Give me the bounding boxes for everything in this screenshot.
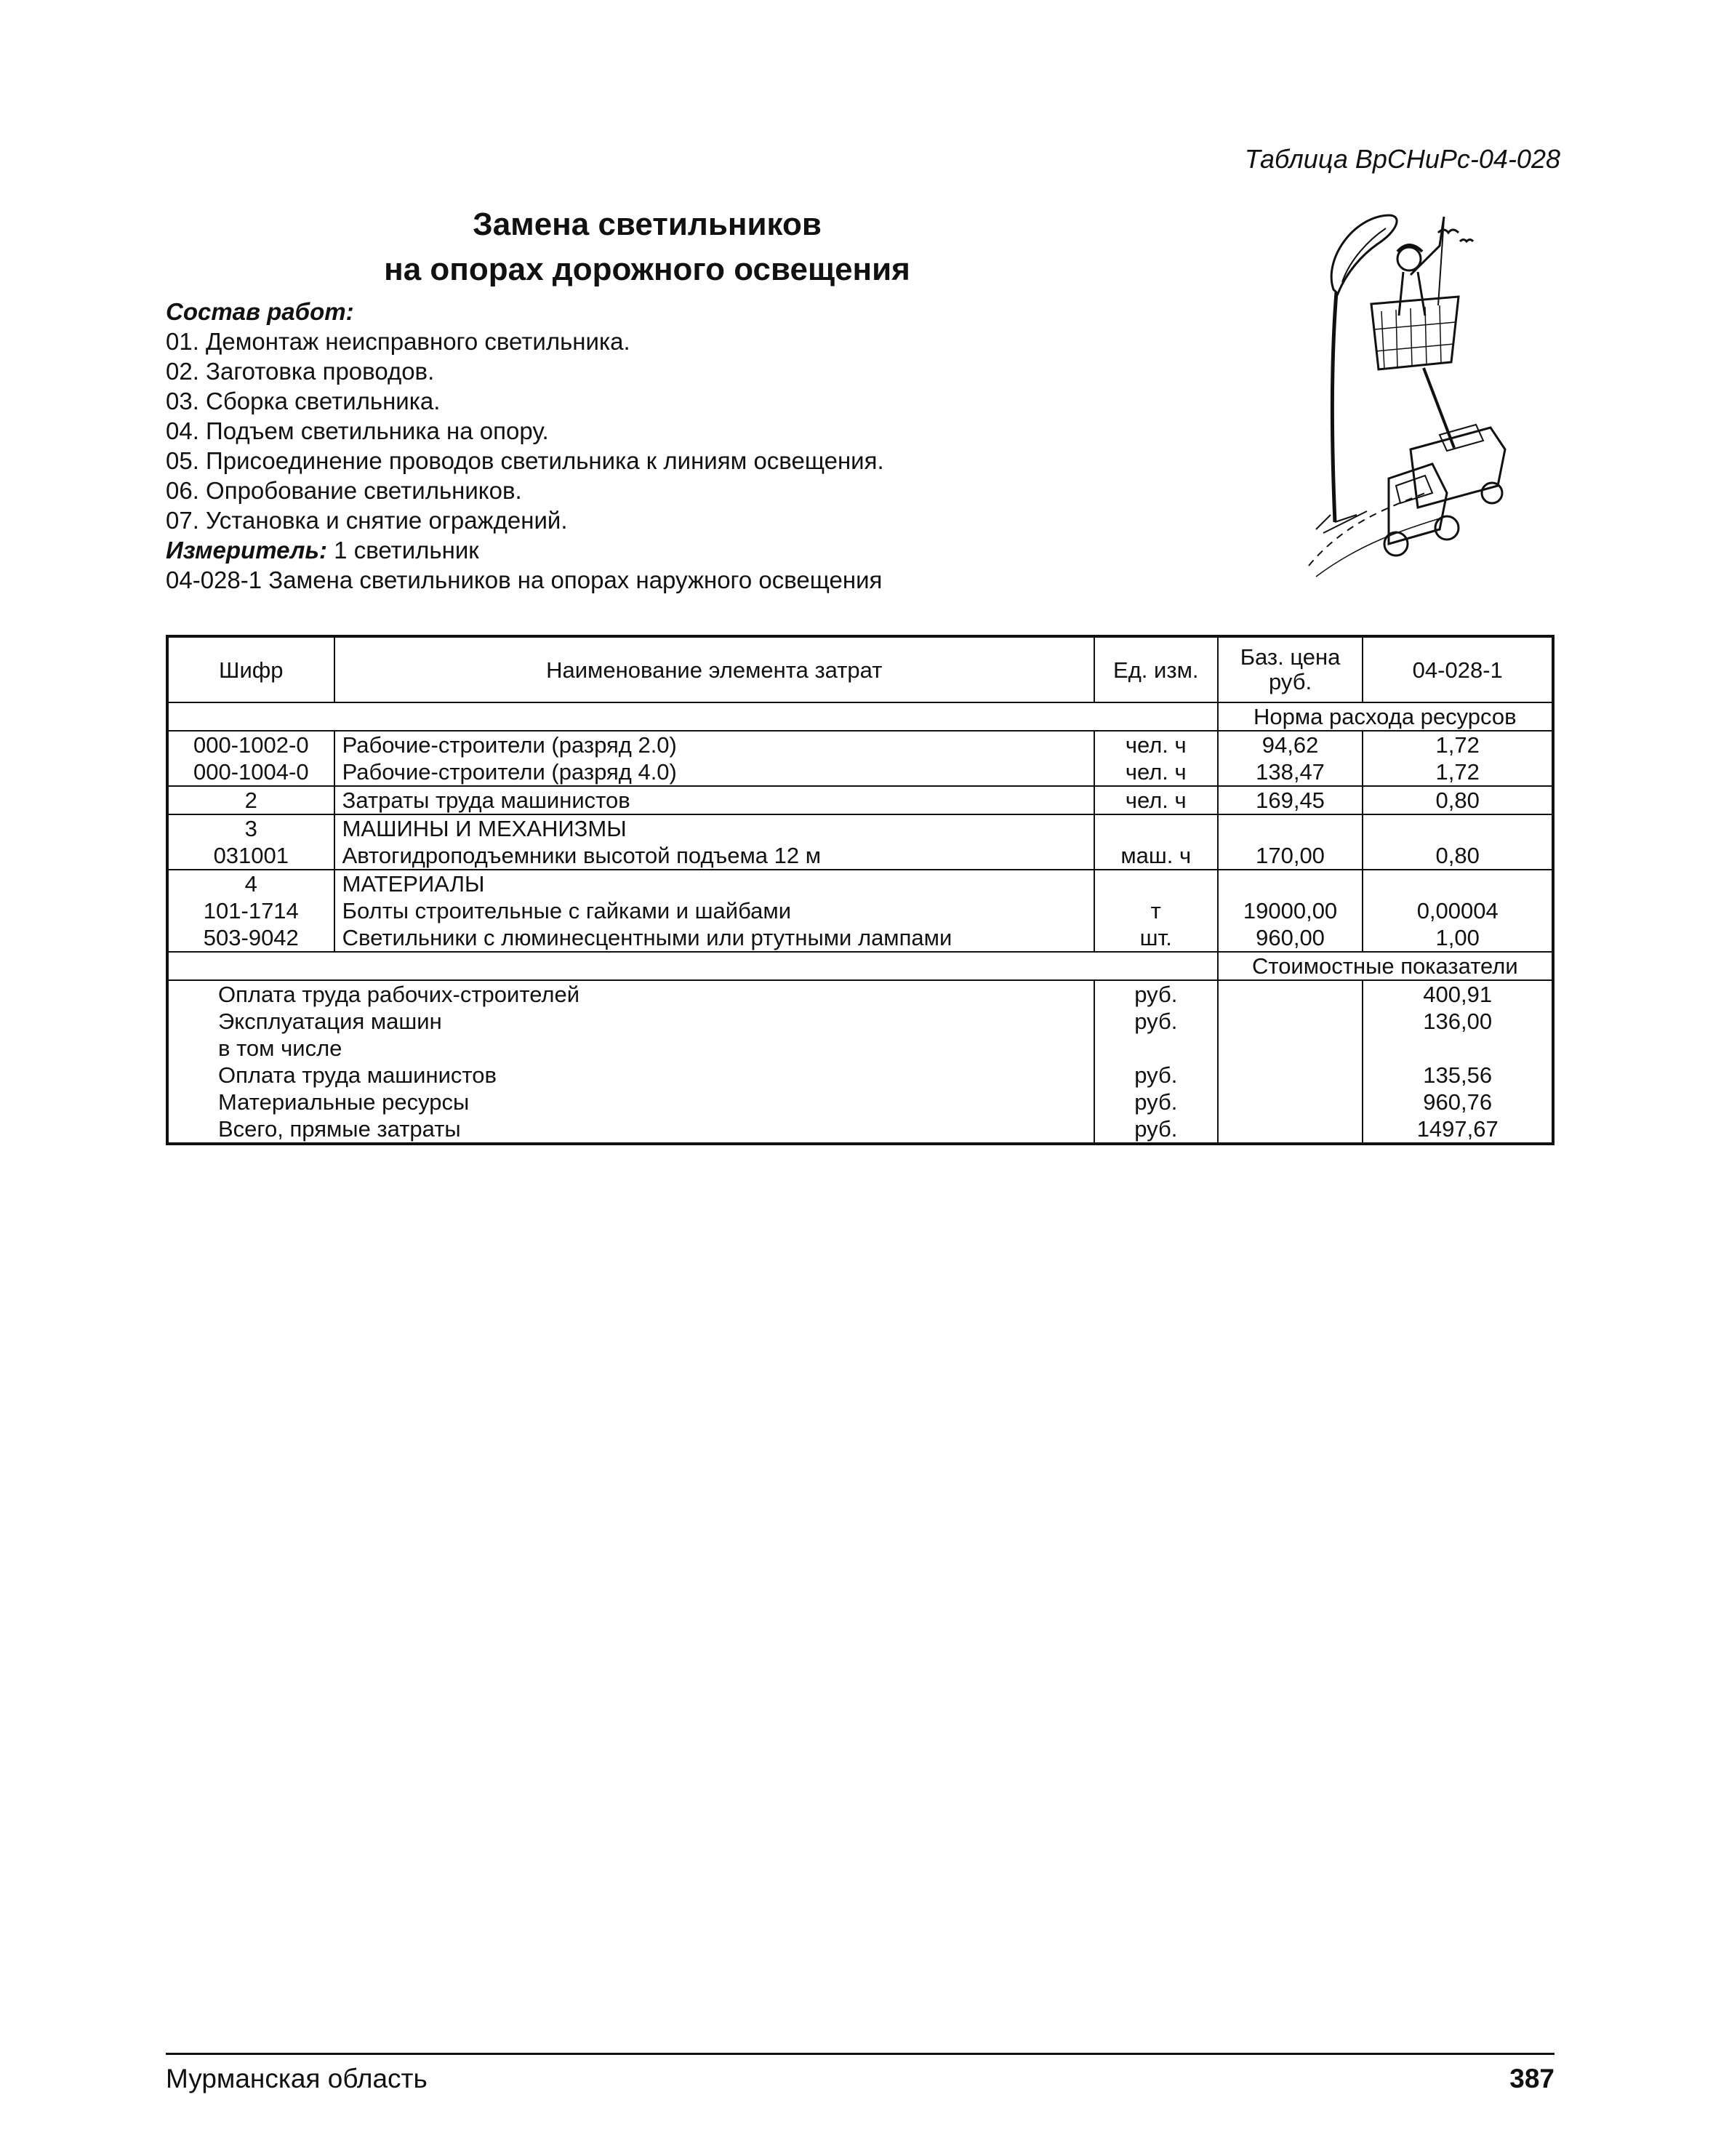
row-code: 031001 bbox=[213, 843, 289, 868]
work-item-6: 06. Опробование светильников. bbox=[166, 477, 522, 504]
table-row bbox=[167, 924, 1553, 952]
row-unit: т bbox=[1094, 897, 1218, 924]
row-name: МАШИНЫ И МЕХАНИЗМЫ bbox=[334, 814, 1094, 842]
cost-name: Оплата труда машинистов bbox=[218, 1062, 497, 1088]
lift-boom bbox=[1424, 368, 1454, 448]
row-unit: чел. ч bbox=[1094, 786, 1218, 814]
header-unit: Ед. изм. bbox=[1094, 636, 1218, 702]
row-price: 169,45 bbox=[1218, 786, 1363, 814]
row-code: 3 bbox=[244, 816, 257, 841]
table-row bbox=[167, 897, 1553, 924]
cost-unit: руб. bbox=[1094, 1008, 1218, 1035]
title-line-1: Замена светильников bbox=[473, 207, 822, 242]
row-name: Рабочие-строители (разряд 2.0) bbox=[334, 731, 1094, 758]
norm-line: 04-028-1 Замена светильников на опорах наружного освещения bbox=[166, 566, 883, 593]
truck-wheel bbox=[1482, 483, 1502, 503]
cost-row bbox=[167, 980, 1553, 1008]
cost-name: Материальные ресурсы bbox=[218, 1089, 470, 1115]
row-value: 1,72 bbox=[1363, 758, 1553, 786]
row-name: Рабочие-строители (разряд 4.0) bbox=[334, 758, 1094, 786]
cost-name: Всего, прямые затраты bbox=[218, 1116, 461, 1142]
cost-value: 136,00 bbox=[1363, 1008, 1553, 1035]
header-code: Шифр bbox=[219, 657, 284, 683]
work-item-2: 02. Заготовка проводов. bbox=[166, 358, 435, 385]
row-code: 2 bbox=[244, 788, 257, 813]
header-norm: 04-028-1 bbox=[1363, 636, 1553, 702]
row-name: Затраты труда машинистов bbox=[334, 786, 1094, 814]
row-value: 1,72 bbox=[1363, 731, 1553, 758]
section-costs: Стоимостные показатели bbox=[1218, 952, 1553, 980]
row-name: МАТЕРИАЛЫ bbox=[334, 870, 1094, 897]
header-price-line-1: Баз. цена bbox=[1240, 644, 1341, 670]
row-price: 94,62 bbox=[1218, 731, 1363, 758]
table-reference: Таблица ВрСНиРс-04-028 bbox=[1244, 144, 1560, 174]
table-row bbox=[167, 842, 1553, 870]
work-item-5: 05. Присоединение проводов светильника к линиям освещения. bbox=[166, 447, 884, 474]
title-line-2: на опорах дорожного освещения bbox=[384, 252, 910, 287]
table-row bbox=[167, 814, 1553, 842]
row-code: 000-1002-0 bbox=[193, 732, 309, 758]
cost-value: 400,91 bbox=[1363, 980, 1553, 1008]
row-value: 0,00004 bbox=[1363, 897, 1553, 924]
row-value: 0,80 bbox=[1363, 786, 1553, 814]
work-item-7: 07. Установка и снятие ограждений. bbox=[166, 507, 568, 534]
row-name: Автогидроподъемники высотой подъема 12 м bbox=[334, 842, 1094, 870]
cost-unit: руб. bbox=[1094, 980, 1218, 1008]
meter-label: Измеритель: bbox=[166, 537, 327, 564]
row-price: 138,47 bbox=[1218, 758, 1363, 786]
row-value: 1,00 bbox=[1363, 924, 1553, 952]
cost-row bbox=[167, 1115, 1553, 1144]
work-item-1: 01. Демонтаж неисправного светильника. bbox=[166, 328, 630, 355]
cost-row bbox=[167, 1062, 1553, 1089]
header-name: Наименование элемента затрат bbox=[334, 636, 1094, 702]
table-row bbox=[167, 731, 1553, 758]
cost-row bbox=[167, 1008, 1553, 1035]
lamp-pole bbox=[1332, 292, 1336, 522]
footer-divider bbox=[166, 2053, 1555, 2055]
cost-value: 960,76 bbox=[1363, 1089, 1553, 1115]
row-name: Болты строительные с гайками и шайбами bbox=[334, 897, 1094, 924]
cost-value: 1497,67 bbox=[1363, 1115, 1553, 1144]
cost-table bbox=[166, 635, 1555, 1145]
row-code: 503-9042 bbox=[203, 925, 299, 950]
bird-icon bbox=[1460, 240, 1473, 242]
lamp-replacement-illustration bbox=[1301, 202, 1512, 580]
work-heading: Состав работ: bbox=[166, 298, 354, 325]
cost-unit: руб. bbox=[1094, 1062, 1218, 1089]
meter-line bbox=[166, 535, 1256, 565]
truck-wheel bbox=[1435, 516, 1459, 540]
cost-unit: руб. bbox=[1094, 1115, 1218, 1144]
table-row bbox=[167, 870, 1553, 897]
row-code: 000-1004-0 bbox=[193, 759, 309, 785]
row-code: 101-1714 bbox=[203, 898, 299, 923]
row-unit: шт. bbox=[1094, 924, 1218, 952]
work-item-3: 03. Сборка светильника. bbox=[166, 388, 441, 414]
row-unit: маш. ч bbox=[1094, 842, 1218, 870]
row-code: 4 bbox=[244, 871, 257, 897]
cost-name: Эксплуатация машин bbox=[218, 1009, 442, 1034]
cost-row bbox=[167, 1089, 1553, 1115]
section-resources: Норма расхода ресурсов bbox=[1218, 702, 1553, 731]
cost-name: в том числе bbox=[218, 1035, 342, 1061]
header-price-line-2: руб. bbox=[1268, 669, 1312, 694]
footer-region: Мурманская область bbox=[166, 2064, 428, 2093]
row-unit: чел. ч bbox=[1094, 758, 1218, 786]
row-price: 19000,00 bbox=[1218, 897, 1363, 924]
work-item-4: 04. Подъем светильника на опору. bbox=[166, 417, 549, 444]
cost-row bbox=[167, 1035, 1553, 1062]
row-unit: чел. ч bbox=[1094, 731, 1218, 758]
cost-name: Оплата труда рабочих-строителей bbox=[218, 982, 580, 1007]
cost-unit: руб. bbox=[1094, 1089, 1218, 1115]
table-row bbox=[167, 758, 1553, 786]
row-price: 170,00 bbox=[1218, 842, 1363, 870]
meter-value: 1 светильник bbox=[334, 537, 479, 564]
lamp-head bbox=[1331, 215, 1397, 294]
cost-value: 135,56 bbox=[1363, 1062, 1553, 1089]
page-title bbox=[247, 202, 1047, 292]
table-row bbox=[167, 786, 1553, 814]
work-description bbox=[166, 297, 1256, 595]
row-name: Светильники с люминесцентными или ртутными лампами bbox=[334, 924, 1094, 952]
header-price bbox=[1218, 636, 1363, 702]
page-number: 387 bbox=[1509, 2064, 1555, 2093]
row-price: 960,00 bbox=[1218, 924, 1363, 952]
row-value: 0,80 bbox=[1363, 842, 1553, 870]
